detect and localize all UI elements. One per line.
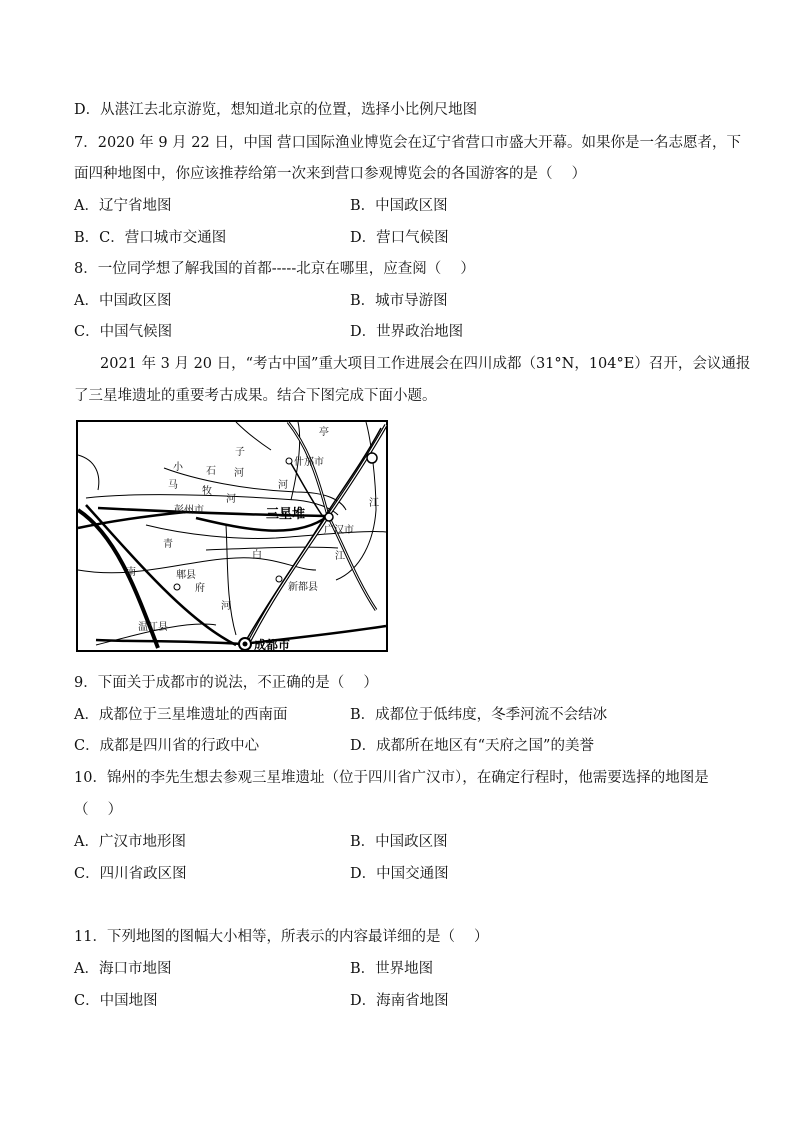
q11-option-a: A．海口市地图 bbox=[74, 961, 172, 977]
map-label-he1: 河 bbox=[234, 468, 244, 479]
map-label-pengzhou: 彭州市 bbox=[174, 505, 204, 516]
map-label-he3: 河 bbox=[226, 494, 236, 505]
map-label-nan: 南 bbox=[126, 567, 136, 578]
map-label-shifang: 什邡市 bbox=[294, 457, 324, 468]
map-label-shi: 石 bbox=[206, 466, 216, 477]
map-label-jiang2: 江 bbox=[335, 551, 345, 562]
map-label-wenjiang: 温江县 bbox=[138, 622, 168, 633]
map-label-fu: 府 bbox=[195, 583, 205, 594]
map-label-pixian: 郫县 bbox=[176, 570, 196, 581]
q9-option-c: C．成都是四川省的行政中心 bbox=[74, 738, 260, 754]
map-label-mu: 牧 bbox=[202, 486, 212, 497]
q9-option-d: D．成都所在地区有“天府之国”的美誉 bbox=[350, 738, 594, 754]
map-label-xindu: 新都县 bbox=[288, 582, 318, 593]
map-label-qing: 青 bbox=[163, 539, 173, 550]
q10-option-c: C．四川省政区图 bbox=[74, 866, 187, 882]
q7-stem-line1: 7．2020 年 9 月 22 日，中国 营口国际渔业博览会在辽宁省营口市盛大开幕。如果你是一名志愿者，下 bbox=[74, 135, 741, 151]
q11-option-d: D．海南省地图 bbox=[350, 993, 449, 1009]
map-label-ma: 马 bbox=[168, 480, 178, 491]
q8-option-c: C．中国气候图 bbox=[74, 324, 173, 340]
map-label-he2: 河 bbox=[278, 480, 288, 491]
q9-option-b: B．成都位于低纬度，冬季河流不会结冰 bbox=[350, 707, 608, 723]
q10-stem-line1: 10．锦州的李先生想去参观三星堆遗址（位于四川省广汉市），在确定行程时，他需要选择的地图是 bbox=[74, 770, 709, 786]
passage-line2: 了三星堆遗址的重要考古成果。结合下图完成下面小题。 bbox=[74, 388, 437, 404]
q9-option-a: A．成都位于三星堆遗址的西南面 bbox=[74, 707, 288, 723]
map-label-chengdu: 成都市 bbox=[254, 638, 291, 652]
sanxingdui-region-map bbox=[76, 420, 388, 652]
map-label-ting: 亭 bbox=[319, 427, 329, 438]
q11-option-c: C．中国地图 bbox=[74, 993, 158, 1009]
q7-option-a: A．辽宁省地图 bbox=[74, 198, 172, 214]
q8-option-d: D．世界政治地图 bbox=[350, 324, 464, 340]
q10-stem-line2: （ ） bbox=[74, 802, 123, 818]
map-label-zi: 子 bbox=[235, 447, 245, 458]
map-label-jiang1: 江 bbox=[369, 498, 379, 509]
q10-option-d: D．中国交通图 bbox=[350, 866, 449, 882]
q8-option-b: B．城市导游图 bbox=[350, 293, 448, 309]
q7-option-d: D．营口气候图 bbox=[350, 230, 449, 246]
q7-stem-line2: 面四种地图中，你应该推荐给第一次来到营口参观博览会的各国游客的是（ ） bbox=[74, 166, 587, 182]
q7-option-b: B．中国政区图 bbox=[350, 198, 448, 214]
q8-stem: 8．一位同学想了解我国的首都-----北京在哪里，应查阅（ ） bbox=[74, 261, 475, 277]
q10-option-b: B．中国政区图 bbox=[350, 834, 448, 850]
map-label-xiao: 小 bbox=[173, 462, 183, 473]
q6-option-d: D．从湛江去北京游览，想知道北京的位置，选择小比例尺地图 bbox=[74, 102, 478, 118]
q11-option-b: B．世界地图 bbox=[350, 961, 434, 977]
passage-line1: 2021 年 3 月 20 日，“考古中国”重大项目工作进展会在四川成都（31°N，104°E）召开，会议通报 bbox=[100, 356, 751, 372]
q9-stem: 9．下面关于成都市的说法，不正确的是（ ） bbox=[74, 675, 378, 691]
q7-option-c: B．C．营口城市交通图 bbox=[74, 230, 227, 246]
q8-option-a: A．中国政区图 bbox=[74, 293, 172, 309]
q11-stem: 11．下列地图的图幅大小相等，所表示的内容最详细的是（ ） bbox=[74, 929, 489, 945]
map-label-guanghan: 广汉市 bbox=[324, 525, 354, 536]
q10-option-a: A．广汉市地形图 bbox=[74, 834, 186, 850]
map-label-bai: 白 bbox=[252, 550, 262, 561]
map-label-he4: 河 bbox=[221, 601, 231, 612]
map-label-sanxingdui: 三星堆 bbox=[266, 507, 306, 522]
